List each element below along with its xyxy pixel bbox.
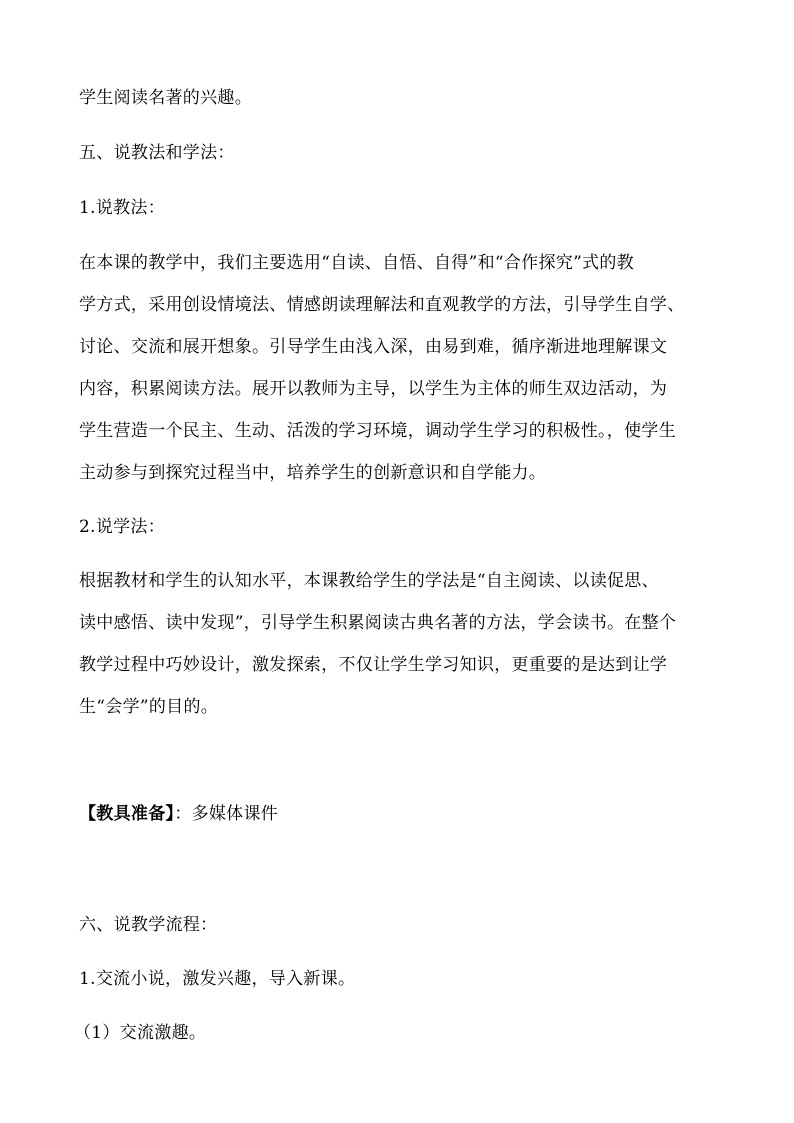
section6-step1-1: （1）交流激趣。 xyxy=(74,1023,207,1043)
sub2-heading: 2.说学法： xyxy=(79,517,166,537)
sub1-line-2: 学方式，采用创设情境法、情感朗读理解法和直观教学的方法，引导学生自学、 xyxy=(79,295,685,315)
teaching-aids-line xyxy=(79,802,729,826)
sub1-line-4: 内容，积累阅读方法。展开以教师为主导，以学生为主体的师生双边活动，为 xyxy=(79,379,668,399)
teaching-aids-label: 【教具准备】 xyxy=(79,804,175,824)
sub2-line-1: 根据教材和学生的认知水平，本课教给学生的学法是“自主阅读、以读促思、 xyxy=(79,571,659,591)
teaching-aids-value: ：多媒体课件 xyxy=(174,804,279,824)
sub1-heading: 1.说教法： xyxy=(79,198,166,218)
section5-heading: 五、说教法和学法： xyxy=(79,143,235,163)
sub2-line-2: 读中感悟、读中发现”，引导学生积累阅读古典名著的方法，学会读书。在整个 xyxy=(79,613,677,633)
sub1-line-1: 在本课的教学中，我们主要选用“自读、自悟、自得”和“合作探究”式的教 xyxy=(79,253,634,273)
sub1-line-6: 主动参与到探究过程当中，培养学生的创新意识和自学能力。 xyxy=(79,463,547,483)
sub1-line-5: 学生营造一个民主、生动、活泼的学习环境，调动学生学习的积极性。，使学生 xyxy=(79,421,676,441)
sub1-line-3: 讨论、交流和展开想象。引导学生由浅入深，由易到难，循序渐进地理解课文 xyxy=(79,337,668,357)
section6-step1: 1.交流小说，激发兴趣，导入新课。 xyxy=(79,969,356,989)
intro-tail-text: 学生阅读名著的兴趣。 xyxy=(79,88,252,108)
sub2-line-4: 生“会学”的目的。 xyxy=(79,697,219,717)
section6-heading: 六、说教学流程： xyxy=(79,915,218,935)
sub2-line-3: 教学过程中巧妙设计，激发探索，不仅让学生学习知识，更重要的是达到让学 xyxy=(79,655,668,675)
